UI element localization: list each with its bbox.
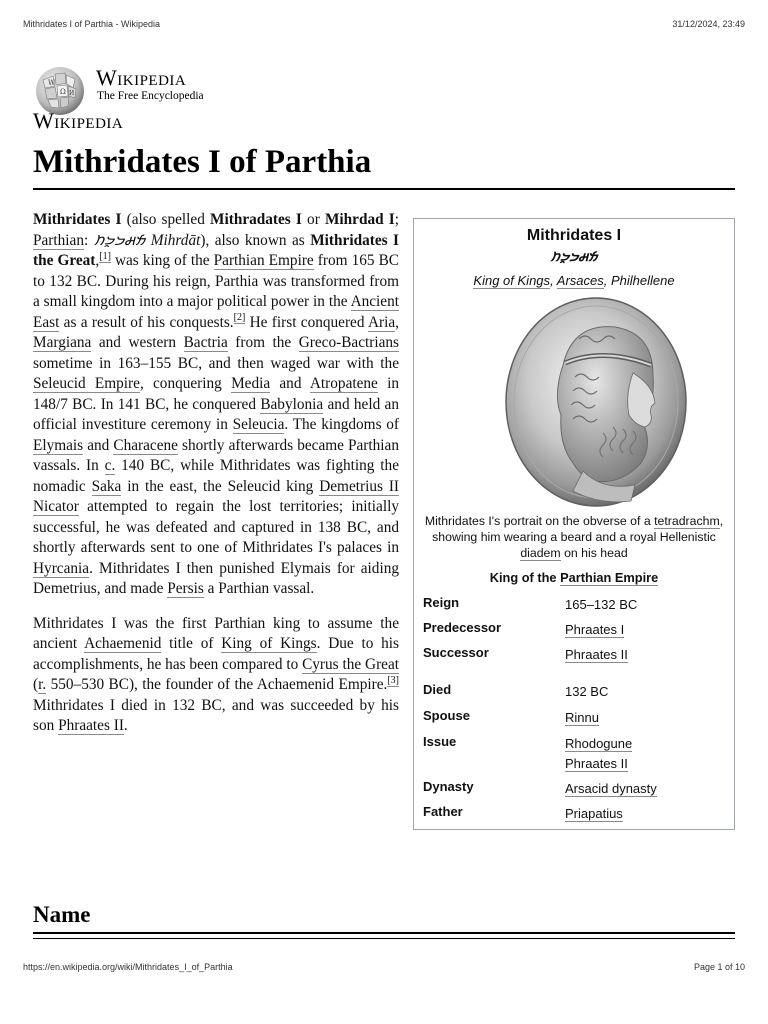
text: or: [301, 211, 325, 228]
bold-name: Mithridates I: [33, 211, 122, 228]
text: ), also known as: [200, 231, 311, 249]
link-phraates-ii[interactable]: Phraates II: [58, 717, 124, 734]
print-footer: [23, 962, 745, 976]
text: Mithridates I's portrait on the obverse of a: [424, 514, 655, 528]
section-divider-thin: [33, 938, 735, 939]
wikipedia-logo[interactable]: [33, 62, 273, 132]
svg-text:W: W: [48, 79, 56, 87]
infobox-native-name: 𐭌𐭄𐭓𐭃𐭕: [550, 248, 598, 264]
text: in 148/7 BC. In 141 BC, he conquered: [33, 375, 399, 413]
text: was king of the: [110, 252, 214, 269]
infobox: [413, 218, 735, 830]
link-phraates-ii[interactable]: Phraates II: [565, 756, 628, 771]
text: , conquering: [139, 375, 232, 392]
silver-coin-portrait-image[interactable]: [503, 295, 689, 509]
link-arsacid-dynasty[interactable]: Arsacid dynasty: [565, 781, 657, 796]
link-diadem[interactable]: diadem: [520, 546, 561, 560]
infobox-title: Mithridates I: [526, 227, 622, 244]
text: ;: [394, 211, 399, 228]
section-divider: [33, 932, 735, 934]
link-parthian[interactable]: Parthian: [33, 231, 84, 249]
link-arsaces[interactable]: Arsaces: [556, 273, 604, 288]
link-ancient-east[interactable]: Ancient East: [33, 293, 399, 331]
svg-text:Ω: Ω: [60, 88, 66, 96]
text: title of: [161, 635, 222, 652]
text: King of the: [489, 570, 561, 585]
link-reigned[interactable]: r.: [38, 676, 47, 693]
link-parthian-empire[interactable]: Parthian Empire: [213, 252, 314, 269]
text: . Due to his accomplishments, he has been compared to: [33, 635, 399, 673]
link-elymais[interactable]: Elymais: [33, 436, 84, 454]
text: :: [83, 231, 94, 249]
print-footer-url: https://en.wikipedia.org/wiki/Mithridates_I_of_Parthia: [23, 962, 233, 972]
article-lead: [33, 210, 399, 751]
text: . The kingdoms of: [284, 416, 399, 433]
link-phraates-i[interactable]: Phraates I: [565, 622, 625, 637]
wikipedia-wordmark: Wikipedia: [96, 65, 187, 90]
text: on his head: [560, 546, 628, 560]
infobox-label: Issue: [423, 734, 457, 749]
link-saka[interactable]: Saka: [91, 477, 122, 495]
infobox-label: Father: [423, 804, 463, 819]
parthian-script: 𐭌𐭄𐭓𐭃𐭕: [93, 231, 146, 249]
link-priapatius[interactable]: Priapatius: [565, 806, 623, 821]
text: ,: [550, 273, 557, 288]
bold-name: Mithradates I: [210, 211, 302, 228]
reference-3[interactable]: [3]: [387, 674, 399, 686]
link-circa[interactable]: c.: [104, 457, 116, 474]
svg-text:И: И: [69, 90, 75, 97]
link-seleucid-empire[interactable]: Seleucid Empire: [33, 375, 140, 392]
link-seleucia[interactable]: Seleucia: [232, 416, 285, 433]
print-header: [23, 19, 745, 33]
lead-paragraph-1: [33, 210, 399, 600]
link-rinnu[interactable]: Rinnu: [565, 710, 599, 725]
text: sometime in 163–155 BC, and then waged war with the: [33, 354, 399, 372]
reference-2[interactable]: [2]: [233, 312, 246, 324]
link-demetrius-ii-nicator[interactable]: Demetrius II Nicator: [33, 477, 400, 515]
text: . Mithridates I then punished Elymais for aiding Demetrius, and made: [33, 559, 399, 597]
text: ,: [395, 313, 399, 331]
text: Mithridates I died in 132 BC, and was succeeded by his son: [33, 696, 399, 734]
section-heading-name: Name: [33, 902, 91, 927]
text: Mithridates I was the first Parthian king to assume the ancient: [33, 614, 399, 652]
infobox-label: Predecessor: [423, 620, 502, 635]
link-tetradrachm[interactable]: tetradrachm: [654, 514, 720, 528]
link-parthian-empire[interactable]: Parthian Empire: [560, 570, 659, 585]
link-margiana[interactable]: Margiana: [33, 334, 92, 351]
text: and: [270, 375, 310, 392]
link-persis[interactable]: Persis: [167, 580, 204, 597]
text: attempted to regain the lost territories; initially successful, he was defeated and captured in 138 BC, and shortly afterwards sent to one of Mithridates I's palaces in: [33, 498, 399, 556]
print-header-title: Mithridates I of Parthia - Wikipedia: [23, 19, 161, 29]
link-bactria[interactable]: Bactria: [183, 334, 228, 351]
link-phraates-ii[interactable]: Phraates II: [565, 647, 628, 662]
link-king-of-kings[interactable]: King of Kings: [221, 635, 317, 652]
text: .: [123, 717, 128, 734]
text: He first conquered: [245, 313, 368, 331]
text: shortly afterwards became Parthian vassals. In: [33, 436, 399, 474]
text: and western: [91, 334, 184, 351]
text: 140 BC, while Mithridates was fighting the nomadic: [33, 457, 399, 495]
wikipedia-tagline: The Free Encyclopedia: [97, 90, 204, 102]
infobox-label: Died: [423, 682, 452, 697]
link-atropatene[interactable]: Atropatene: [309, 375, 378, 392]
link-hyrcania[interactable]: Hyrcania: [33, 559, 90, 577]
lead-paragraph-2: [33, 614, 399, 737]
link-greco-bactrians[interactable]: Greco-Bactrians: [298, 334, 399, 351]
reference-1[interactable]: [1]: [99, 250, 111, 262]
text: (also spelled: [121, 211, 211, 228]
infobox-label: Successor: [423, 645, 489, 660]
title-divider: [33, 188, 735, 190]
bold-name: Mihrdad I: [324, 211, 395, 228]
print-header-datetime: 31/12/2024, 23:49: [672, 19, 745, 29]
text: from 165 BC to 132 BC. During his reign, Parthia was transformed from a small kingdom into a major political power in the: [33, 252, 399, 310]
infobox-subtitle: [414, 273, 734, 288]
text: from the: [227, 334, 299, 351]
text: and held an official investiture ceremony in: [33, 395, 399, 433]
link-characene[interactable]: Characene: [113, 436, 178, 454]
link-cyrus-the-great[interactable]: Cyrus the Great: [302, 655, 399, 673]
infobox-value: 132 BC: [565, 684, 609, 699]
text: as a result of his conquests.: [59, 313, 234, 331]
link-babylonia[interactable]: Babylonia: [260, 395, 324, 413]
wikipedia-wordmark-second: Wikipedia: [33, 108, 124, 133]
text: , showing him wearing a beard and a royal Hellenistic: [432, 514, 724, 544]
infobox-value: 165–132 BC: [565, 597, 638, 612]
link-king-of-kings[interactable]: King of Kings: [473, 273, 551, 288]
link-rhodogune[interactable]: Rhodogune: [565, 736, 633, 751]
text: in the east, the Seleucid king: [121, 477, 320, 495]
text: and: [83, 436, 114, 454]
infobox-label: Spouse: [423, 708, 470, 723]
infobox-label: Reign: [423, 595, 460, 610]
transliteration: Mihrdāt: [145, 231, 201, 249]
text: , Philhellene: [603, 273, 675, 288]
text: (: [33, 676, 39, 693]
print-footer-page-number: Page 1 of 10: [693, 962, 745, 972]
text: ,: [95, 252, 100, 269]
infobox-label: Dynasty: [423, 779, 474, 794]
link-aria[interactable]: Aria: [367, 313, 396, 331]
text: 550–530 BC), the founder of the Achaemenid Empire.: [46, 676, 388, 693]
link-media[interactable]: Media: [231, 375, 271, 392]
page-title: Mithridates I of Parthia: [33, 144, 372, 180]
link-achaemenid[interactable]: Achaemenid: [84, 635, 162, 652]
infobox-section-header: [414, 570, 734, 585]
bold-name: Mithridates I the Great: [33, 231, 399, 269]
infobox-caption: [420, 513, 728, 561]
text: a Parthian vassal.: [203, 580, 315, 597]
